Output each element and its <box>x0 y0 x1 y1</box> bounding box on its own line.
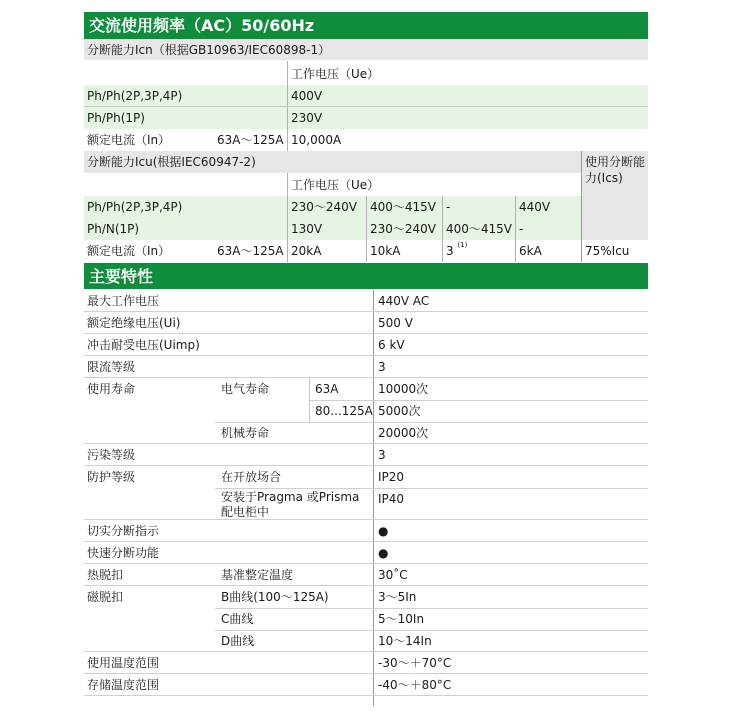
ics-header: 使用分断能力(Ics) <box>581 151 648 240</box>
icu-row-label: Ph/Ph(2P,3P,4P) <box>87 200 183 214</box>
feature-label: 使用寿命 <box>87 382 136 396</box>
feature-label: 限流等级 <box>87 360 136 374</box>
feature-value: 30˚C <box>378 568 408 582</box>
icu-rated-cell <box>442 240 515 262</box>
icn-voltage-header: 工作电压（Ue） <box>287 61 648 85</box>
feature-row <box>84 564 648 586</box>
icn-row-value: 230V <box>287 107 648 129</box>
life-current: 63A <box>315 382 339 396</box>
icn-row-label: Ph/Ph(1P) <box>87 111 145 125</box>
cell-divider <box>309 378 310 422</box>
icu-heading: 分断能力Icu(根据IEC60947-2) <box>84 151 581 173</box>
feature-label: 额定绝缘电压(Ui) <box>87 316 181 330</box>
icu-row-label: Ph/N(1P) <box>87 222 140 236</box>
icu-voltage-header: 工作电压（Ue） <box>287 173 581 196</box>
protection-cabinet-line: 安装于Pragma 或Prisma <box>221 490 360 504</box>
feature-row-magnetic <box>84 586 648 652</box>
feature-sub: 基准整定温度 <box>221 568 294 582</box>
feature-label: 存储温度范围 <box>87 678 160 692</box>
curve-label: D曲线 <box>221 634 255 648</box>
feature-row <box>84 652 648 674</box>
feature-value: 3 <box>378 360 386 374</box>
main-features-header: 主要特性 <box>84 263 648 289</box>
icn-rated-row <box>84 129 648 151</box>
icu-cell: - <box>442 196 515 218</box>
icn-row-3p <box>84 85 648 107</box>
icn-row-label: Ph/Ph(2P,3P,4P) <box>87 89 183 103</box>
ac-frequency-table <box>84 12 648 262</box>
feature-value: 10～14In <box>378 634 432 648</box>
icu-cell: 400～415V <box>366 196 442 218</box>
feature-row <box>84 312 648 334</box>
feature-value: 3 <box>378 448 386 462</box>
feature-value: 500 V <box>378 316 413 330</box>
feature-row <box>84 674 648 696</box>
feature-value: 5～10In <box>378 612 425 626</box>
feature-label: 使用温度范围 <box>87 656 160 670</box>
icn-rated-label: 额定电流（In） <box>87 133 171 147</box>
life-electrical: 电气寿命 <box>221 382 270 396</box>
feature-value: 6 kV <box>378 338 405 352</box>
life-current: 80...125A <box>315 404 373 418</box>
life-mechanical: 机械寿命 <box>221 426 270 440</box>
icu-rated-cell: 10kA <box>366 240 442 262</box>
curve-label: C曲线 <box>221 612 254 626</box>
row-divider <box>215 422 648 423</box>
feature-label: 污染等级 <box>87 448 136 462</box>
feature-row-life <box>84 378 648 444</box>
main-features-table <box>84 290 648 706</box>
feature-row <box>84 356 648 378</box>
feature-row <box>84 444 648 466</box>
protection-cabinet-line: 配电柜中 <box>221 505 270 519</box>
ac-frequency-header: 交流使用频率（AC）50/60Hz <box>84 12 648 39</box>
curve-label: B曲线(100～125A) <box>221 590 329 604</box>
feature-row <box>84 334 648 356</box>
bullet-icon: ● <box>378 524 389 538</box>
feature-value: IP20 <box>378 470 405 484</box>
protection-cabinet <box>218 488 359 520</box>
icu-cell: 230～240V <box>366 218 442 240</box>
icn-row-1p <box>84 107 648 129</box>
icn-rated-range: 63A～125A <box>217 133 284 147</box>
life-value: 10000次 <box>378 382 429 396</box>
icu-cell: 230～240V <box>287 196 366 218</box>
feature-row <box>84 542 648 564</box>
icu-cell: 130V <box>287 218 366 240</box>
footnote-mark: (1) <box>457 241 468 249</box>
icn-row-value: 400V <box>287 85 648 106</box>
feature-label: 最大工作电压 <box>87 294 160 308</box>
icu-rated-row <box>84 240 648 262</box>
icn-rated-value: 10,000A <box>287 129 648 151</box>
feature-label: 快速分断功能 <box>87 546 160 560</box>
icu-cell: - <box>515 218 581 240</box>
icu-cell: 440V <box>515 196 581 218</box>
feature-row <box>84 290 648 312</box>
icu-row-3p <box>84 196 581 219</box>
icu-rated-cell: 20kA <box>287 240 366 262</box>
feature-label: 磁脱扣 <box>87 590 124 604</box>
feature-value: IP40 <box>378 492 405 506</box>
feature-label: 切实分断指示 <box>87 524 160 538</box>
feature-value: -40～＋80°C <box>378 678 452 692</box>
feature-label: 防护等级 <box>87 470 136 484</box>
icu-rated-label: 额定电流（In） <box>87 244 171 258</box>
feature-label: 冲击耐受电压(Uimp) <box>87 338 200 352</box>
protection-open: 在开放场合 <box>221 470 282 484</box>
bullet-icon: ● <box>378 546 389 560</box>
icu-row-1p <box>84 218 581 240</box>
feature-value: 440V AC <box>378 294 430 308</box>
icu-rated-cell: 6kA <box>515 240 581 262</box>
feature-label: 热脱扣 <box>87 568 124 582</box>
life-value: 20000次 <box>378 426 429 440</box>
icu-block <box>84 151 648 262</box>
ics-value: 75%Icu <box>581 240 648 262</box>
icn-heading: 分断能力Icn（根据GB10963/IEC60898-1） <box>84 39 648 61</box>
icn-voltage-header-row <box>84 61 648 85</box>
feature-value: 3～5In <box>378 590 417 604</box>
row-divider <box>215 608 648 609</box>
icu-cell: 400～415V <box>442 218 515 240</box>
life-value: 5000次 <box>378 404 421 418</box>
feature-value: -30～＋70°C <box>378 656 452 670</box>
feature-row-protection <box>84 466 648 520</box>
feature-row <box>84 520 648 542</box>
icu-rated-cell-value: 3 <box>446 244 454 258</box>
icu-rated-range: 63A～125A <box>217 244 284 258</box>
